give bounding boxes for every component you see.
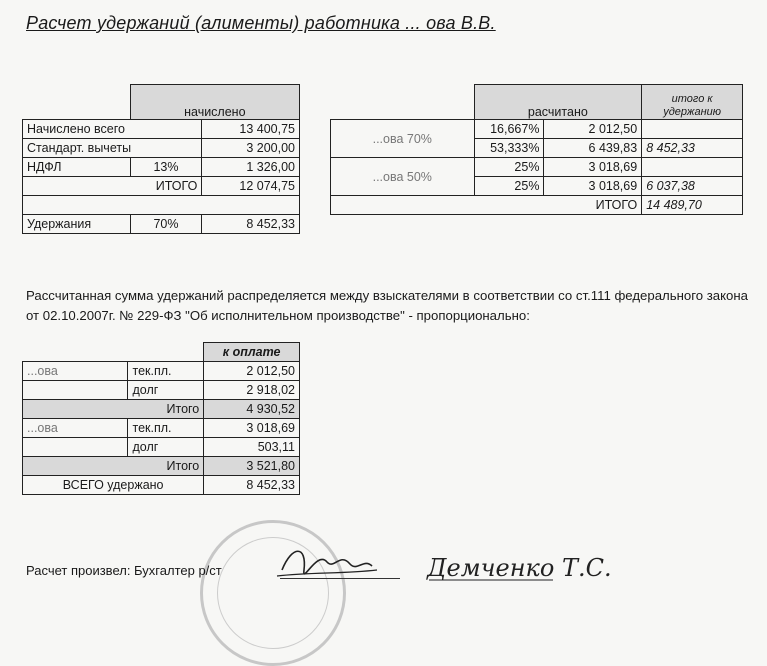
blank-cell [23, 438, 128, 457]
recipient-1-name: ...ова [23, 362, 128, 381]
debt-label: долг [128, 381, 204, 400]
calculated-header: расчитано [474, 85, 642, 120]
blank-cell [23, 343, 204, 362]
row-pct: 53,333% [474, 139, 544, 158]
row-pct: 16,667% [474, 120, 544, 139]
table-row [23, 400, 300, 419]
deduction-pct: 70% [130, 215, 202, 234]
debt-label: долг [128, 438, 204, 457]
debt-value: 2 918,02 [204, 381, 300, 400]
calculated-table [330, 84, 743, 215]
signature-scribble [272, 540, 382, 590]
recipient-1-name: ...ова 70% [331, 120, 475, 158]
blank-cell [642, 158, 743, 177]
table-row [23, 158, 300, 177]
subtotal-label: Итого [23, 400, 204, 419]
spacer-row [23, 196, 300, 215]
table-row [23, 438, 300, 457]
table-row [23, 419, 300, 438]
accruals-table [22, 84, 300, 234]
table-row [23, 457, 300, 476]
table-row [23, 177, 300, 196]
table-row [23, 120, 300, 139]
recipient-2-name: ...ова [23, 419, 128, 438]
to-pay-header: к оплате [204, 343, 300, 362]
grand-total-value: 8 452,33 [204, 476, 300, 495]
row-value: 13 400,75 [202, 120, 300, 139]
svg-text:Демченко Т.С.: Демченко Т.С. [427, 554, 612, 582]
table-row [23, 381, 300, 400]
table-row [23, 139, 300, 158]
row-value: 6 439,83 [544, 139, 642, 158]
row-value: 3 018,69 [544, 177, 642, 196]
subtotal-label: Итого [23, 457, 204, 476]
recipient-2-name: ...ова 50% [331, 158, 475, 196]
grand-total-label: ВСЕГО удержано [23, 476, 204, 495]
blank-cell [23, 381, 128, 400]
document-title: Расчет удержаний (алименты) работника ... ова В.В. [26, 13, 496, 33]
row-label: Стандарт. вычеты [23, 139, 202, 158]
row-label: НДФЛ [23, 158, 131, 177]
current-value: 3 018,69 [204, 419, 300, 438]
recipient-2-total: 6 037,38 [642, 177, 743, 196]
table-row [331, 158, 743, 177]
debt-value: 503,11 [204, 438, 300, 457]
blank-cell [642, 120, 743, 139]
subtotal-value: 4 930,52 [204, 400, 300, 419]
handwritten-name [425, 548, 625, 588]
table-row [331, 120, 743, 139]
row-value: 3 018,69 [544, 158, 642, 177]
itogo-label: ИТОГО [23, 177, 202, 196]
signature-line [280, 578, 400, 579]
row-pct: 25% [474, 177, 544, 196]
deduction-value: 8 452,33 [202, 215, 300, 234]
accrued-header: начислено [130, 85, 299, 120]
table-row [23, 362, 300, 381]
row-pct: 13% [130, 158, 202, 177]
table-row [23, 215, 300, 234]
blank-cell [23, 85, 131, 120]
itogo-label: ИТОГО [331, 196, 642, 215]
blank-cell [331, 85, 475, 120]
row-value: 1 326,00 [202, 158, 300, 177]
row-label: Начислено всего [23, 120, 202, 139]
current-label: тек.пл. [128, 419, 204, 438]
deduction-label: Удержания [23, 215, 131, 234]
payment-table [22, 342, 300, 495]
itogo-value: 12 074,75 [202, 177, 300, 196]
itogo-value: 14 489,70 [642, 196, 743, 215]
current-label: тек.пл. [128, 362, 204, 381]
subtotal-value: 3 521,80 [204, 457, 300, 476]
row-pct: 25% [474, 158, 544, 177]
row-value: 3 200,00 [202, 139, 300, 158]
table-row [23, 476, 300, 495]
distribution-paragraph: Рассчитанная сумма удержаний распределяется между взыскателями в соответствии со ст.111 федерального закона от 02.10.2007г. № 229-ФЗ "Об исполнительном производстве" - пропорционально: [26, 288, 748, 323]
table-row [331, 196, 743, 215]
total-to-deduct-header: итого к удержанию [642, 85, 743, 120]
recipient-1-total: 8 452,33 [642, 139, 743, 158]
signature-label: Расчет произвел: Бухгалтер р/ст [26, 563, 222, 578]
row-value: 2 012,50 [544, 120, 642, 139]
current-value: 2 012,50 [204, 362, 300, 381]
